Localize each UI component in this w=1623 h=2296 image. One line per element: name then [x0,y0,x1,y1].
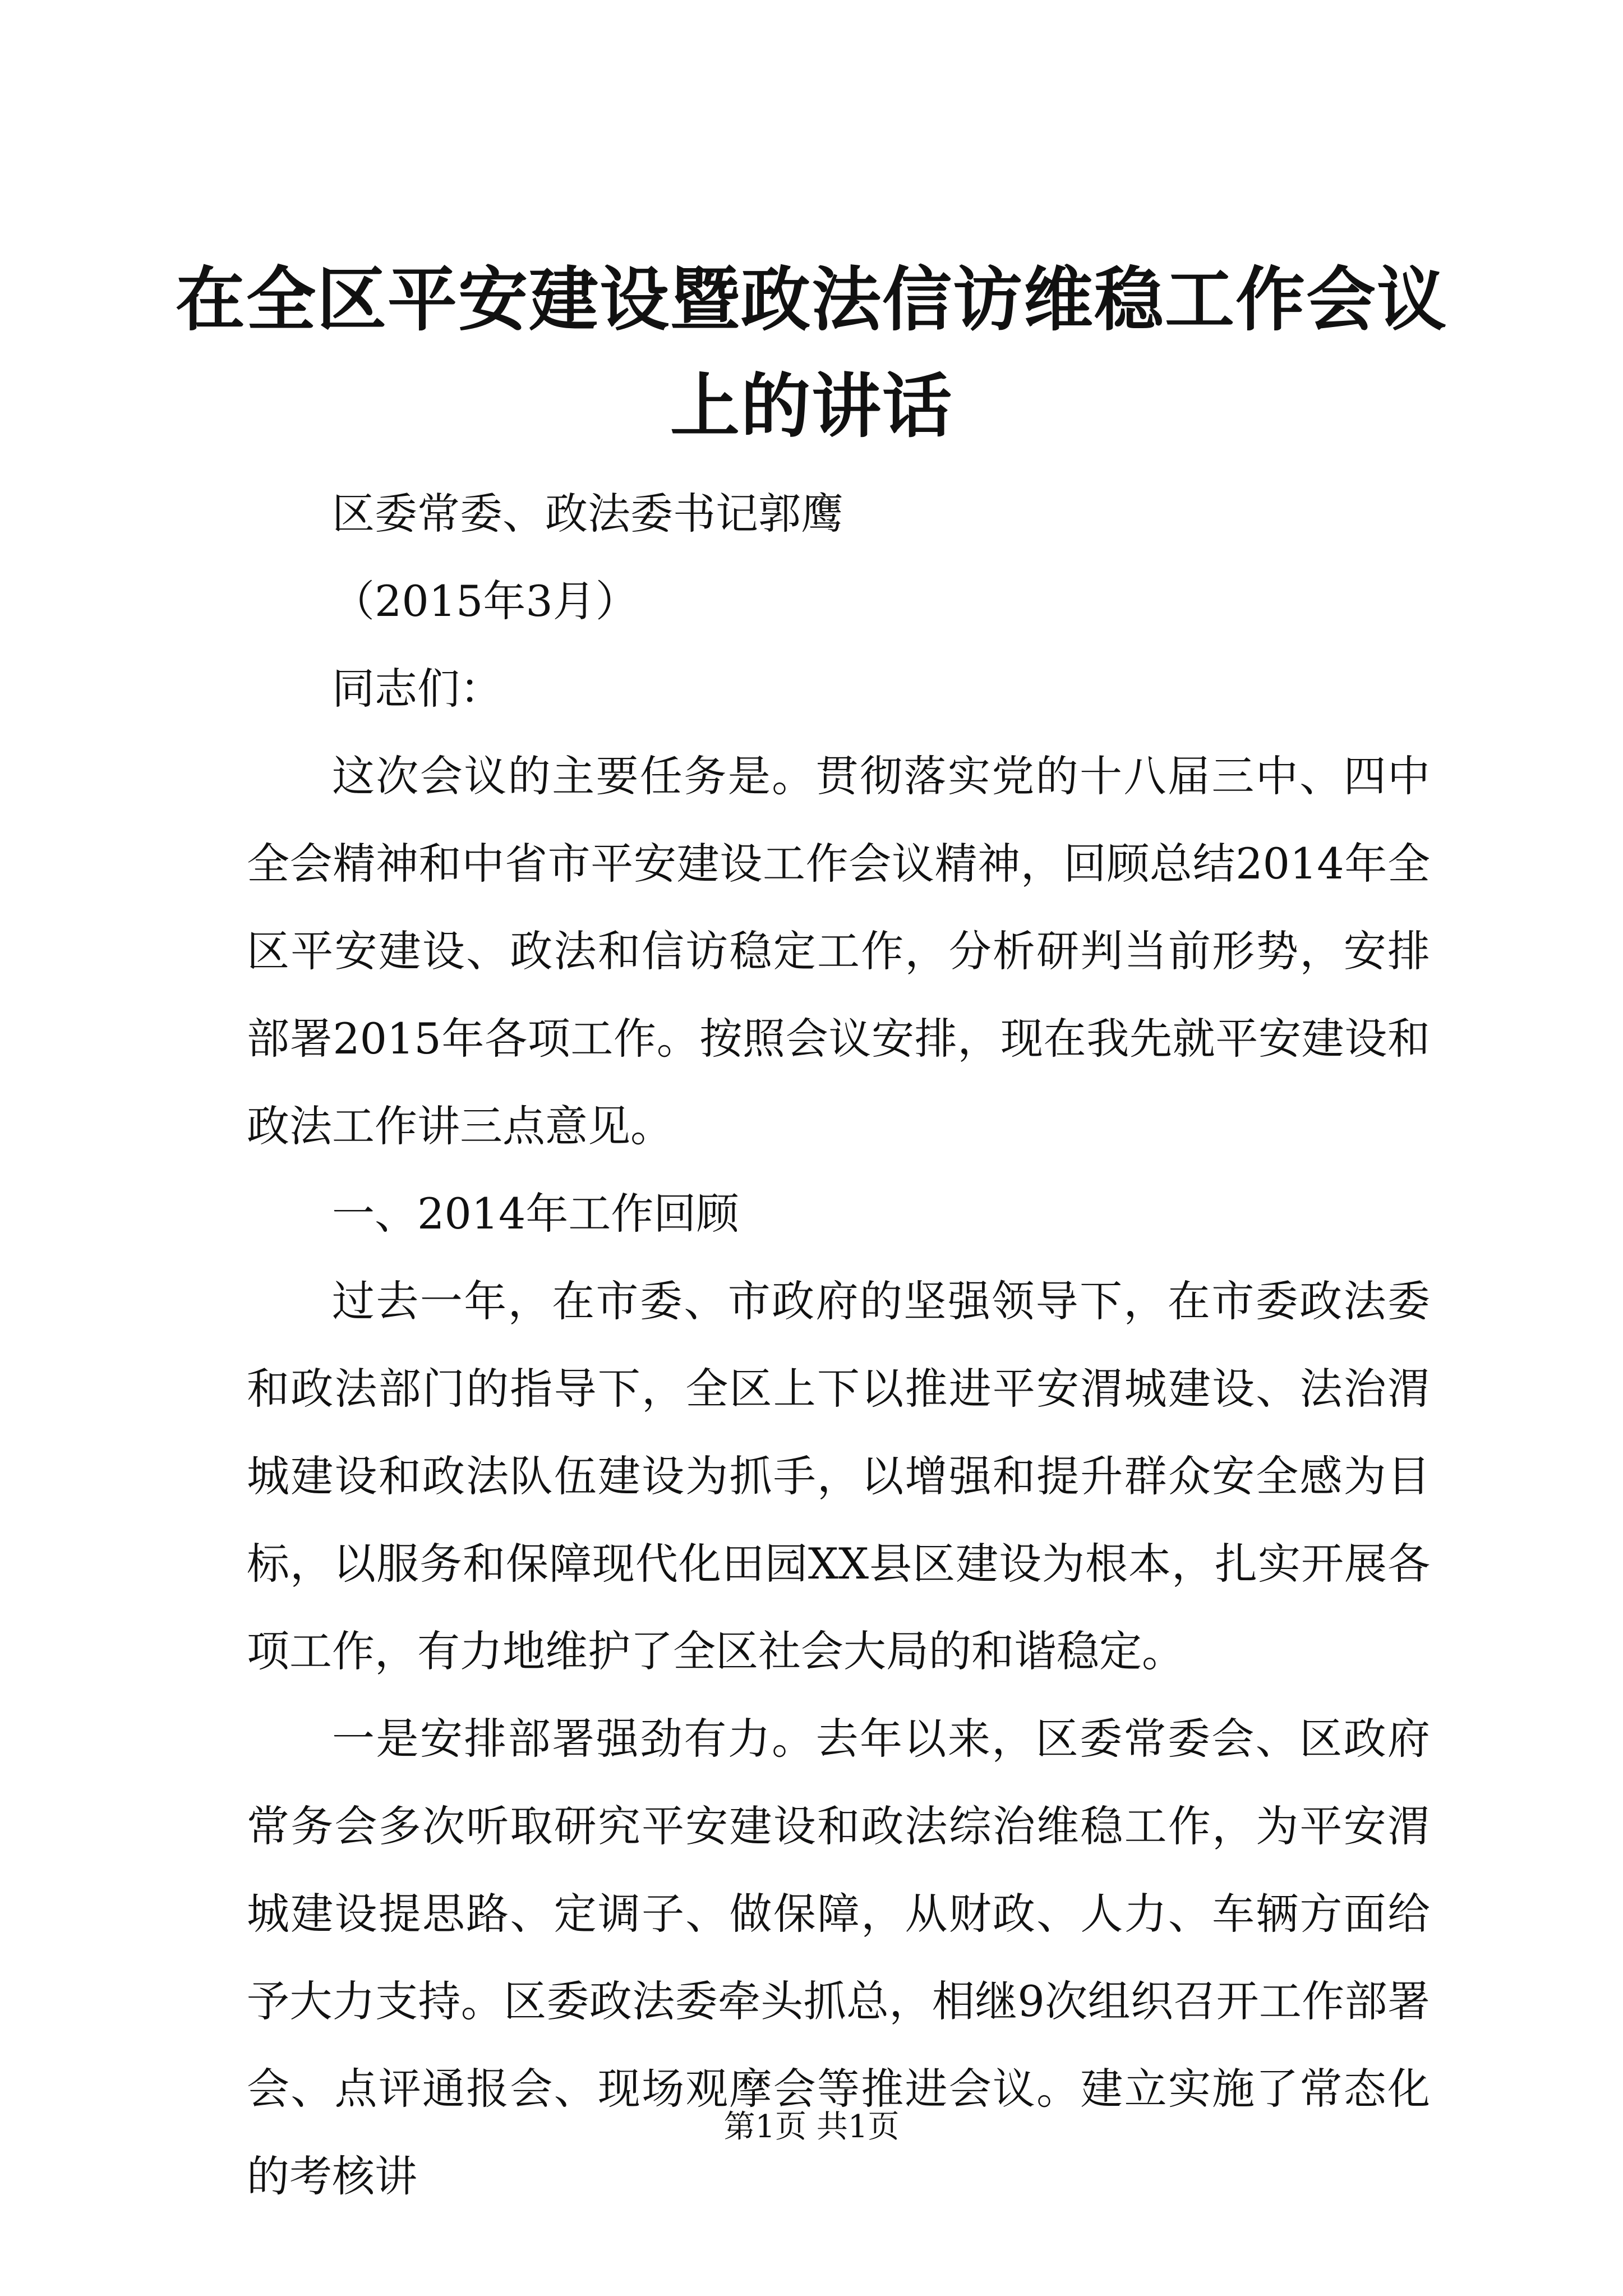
document-body [247,470,1430,2220]
salutation: 同志们： [332,664,502,714]
date-line: （2015年3月） [332,576,638,626]
paragraph: 过去一年，在市委、市政府的坚强领导下，在市委政法委和政法部门的指导下，全区上下以推进平安渭城建设、法治渭城建设和政法队伍建设为抓手，以增强和提升群众安全感为目标，以服务和保障现代化田园XX县区建设为根本，扎实开展各项工作，有力地维护了全区社会大局的和谐稳定。 [247,1276,1430,1676]
document-title: 在全区平安建设暨政法信访维稳工作会议上的讲话 [175,259,1447,447]
author-line: 区委常委、政法委书记郭鹰 [332,489,843,539]
paragraph: 这次会议的主要任务是。贯彻落实党的十八届三中、四中全会精神和中省市平安建设工作会议精神，回顾总结2014年全区平安建设、政法和信访稳定工作，分析研判当前形势，安排部署2015年各项工作。按照会议安排，现在我先就平安建设和政法工作讲三点意见。 [247,751,1430,1151]
section-heading: 一、2014年工作回顾 [332,1189,739,1239]
page-footer: 第1页 共1页 [723,2109,900,2145]
paragraph: 一是安排部署强劲有力。去年以来，区委常委会、区政府常务会多次听取研究平安建设和政法综治维稳工作，为平安渭城建设提思路、定调子、做保障，从财政、人力、车辆方面给予大力支持。区委政法委牵头抓总，相继9次组织召开工作部署会、点评通报会、现场观摩会等推进会议。建立实施了常态化的考核讲 [247,1714,1430,2201]
